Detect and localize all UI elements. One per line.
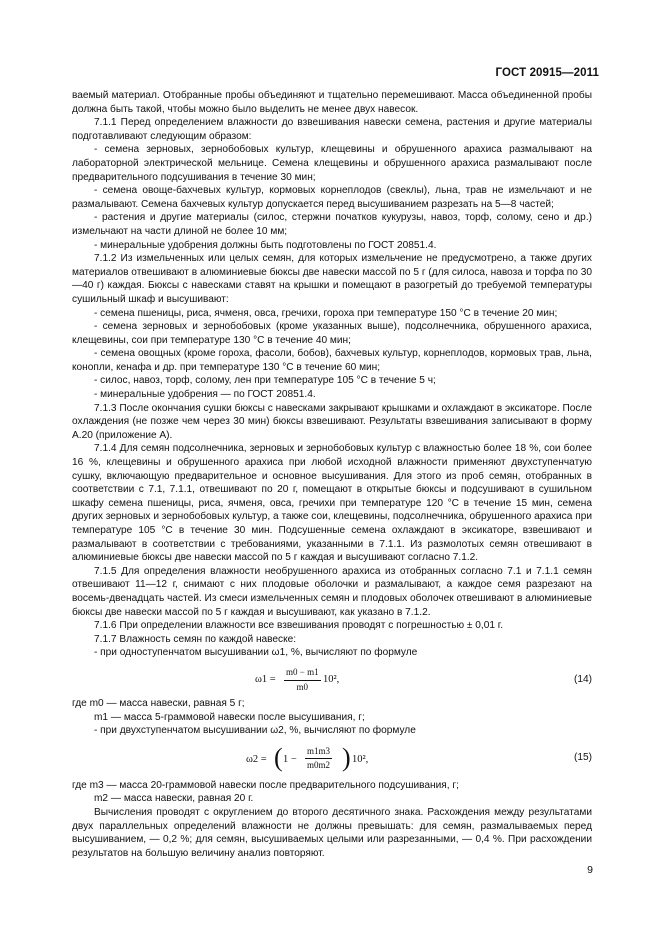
paragraph: 7.1.1 Перед определением влажности до взвешивания навески семена, растения и другие материалы подготавливают следующим образом:: [72, 117, 592, 142]
paragraph: - растения и другие материалы (силос, стержни початков кукурузы, навоз, торф, солому, сено и др.) измельчают на части длиной не более 10 мм;: [72, 212, 592, 237]
left-paren: (: [274, 742, 283, 772]
formula-15-tail: 10²,: [352, 753, 369, 765]
page-number: 9: [587, 864, 593, 876]
formula-15-number: (15): [573, 751, 592, 763]
paragraph: - минеральные удобрения — по ГОСТ 20851.4.: [94, 389, 316, 401]
formula-15-denominator: m0m2: [307, 760, 331, 771]
formula-14-number: (14): [573, 673, 592, 685]
formula-15-numerator: m1m3: [305, 745, 332, 760]
where-line: m2 — масса навески, равная 20 г.: [94, 793, 254, 805]
right-paren: ): [342, 742, 351, 772]
formula-15-intro-text: - при двухступенчатом высушивании ω2, %, вычисляют по формуле: [94, 725, 416, 737]
paragraph: 7.1.2 Из измельченных или целых семян, для которых измельчение не предусмотрено, а также других материалов отвешивают в алюминиевые бюксы две навески массой по 5 г (для силоса, навоза и торфа по 30—40 г) каждая. Бюксы с навесками ставят на крышки и помещают в разогретый до требуемой температуры сушильный шкаф и высушивают:: [72, 253, 592, 305]
where-line: где m0 — масса навески, равная 5 г;: [72, 697, 245, 709]
formula-14-numerator: m0 − m1: [284, 666, 321, 681]
formula-14-lhs: ω1 =: [255, 673, 276, 685]
where-line: m1 — масса 5-граммовой навески после высушивания, г;: [94, 711, 365, 723]
formula-14-tail: 10²,: [323, 673, 340, 685]
where-line: где m3 — масса 20-граммовой навески после предварительного подсушивания, г;: [72, 779, 459, 791]
paragraph: - семена пшеницы, риса, ячменя, овса, гречихи, гороха при температуре 150 °С в течение 20 мин;: [94, 307, 558, 319]
document-body: [72, 89, 592, 860]
paragraph: - семена зерновых и зернобобовых (кроме указанных выше), подсолнечника, обрушенного арахиса, клещевины, сои при температуре 130 °С в течение 40 мин;: [72, 321, 592, 346]
paragraph: 7.1.7 Влажность семян по каждой навеске:: [94, 633, 297, 645]
formula-15-inner: 1 −: [283, 753, 297, 765]
paragraph: 7.1.6 При определении влажности все взвешивания проводят с погрешностью ± 0,01 г.: [94, 620, 504, 632]
document-header: ГОСТ 20915—2011: [495, 67, 599, 79]
formula-14-denominator: m0: [296, 681, 309, 692]
paragraph: - силос, навоз, торф, солому, лен при температуре 105 °С в течение 5 ч;: [94, 375, 436, 387]
paragraph: 7.1.5 Для определения влажности необрушенного арахиса из отобранных согласно 7.1 и 7.1.1 семян отвешивают 11—12 г, снимают с них плодовые оболочки и размалывают, а каждое семя разрезают на восемь-двенадцать частей. Из смеси измельченных семян и плодовых оболочек отвешивают в алюминиевые бюксы две навески массой по 5 г каждая и высушивают, как указано в 7.1.2.: [72, 565, 592, 618]
formula-15-lhs: ω2 =: [246, 753, 267, 765]
formula-14: [72, 664, 592, 694]
final-paragraph: Вычисления проводят с округлением до второго десятичного знака. Расхождения между результатами двух параллельных определений влажности не должны превышать: для семян, размалываемых перед высушиванием, — 0,2 %; для семян, высушиваемых целыми или разрезанными, — 0,4 %. При расхождении результатов на большую величину анализ повторяют.: [72, 806, 592, 859]
paragraph: - семена овощных (кроме гороха, фасоли, бобов), бахчевых культур, корнеплодов, кормовых трав, льна, конопли, кенафа и др. при температуре 130 °С в течение 60 мин;: [72, 348, 592, 373]
formula-14-intro-text: - при одноступенчатом высушивании ω1, %, вычисляют по формуле: [94, 647, 418, 659]
paragraph: - семена овоще-бахчевых культур, кормовых корнеплодов (свеклы), льна, трав не измельчают и не размалывают. Семена бахчевых культур допускается перед высушиванием разрезать на 5—8 частей;: [72, 185, 592, 210]
paragraph: 7.1.4 Для семян подсолнечника, зерновых и зернобобовых культур с влажностью более 18 %, сои более 16 %, клещевины и обрушенного арахиса при любой исходной влажности применяют двухступенчатую сушку, включающую предварительное и основное высушивания. Для этого из проб семян, отобранных в соответствии с 7.1, 7.1.1, отвешивают по 20 г, помещают в открытые бюксы и подсушивают в сушильном шкафу семена пшеницы, риса, ячменя, овса, гречихи при температуре 120 °С в течение 15 мин, семена других зерновых и зернобобовых культур, а также сои, клещевины, подсолнечника, обрушенного арахиса при температуре 105 °С в течение 30 мин. Подсушенные семена охлаждают в эксикаторе, взвешивают и размалывают в соответствии с требованиями, указанными в 7.1.1. Из размолотых семян отвешивают в алюминиевые бюксы две навески массой по 5 г каждая и высушивают согласно 7.1.2.: [72, 443, 592, 564]
paragraph: - минеральные удобрения должны быть подготовлены по ГОСТ 20851.4.: [94, 239, 437, 251]
paragraph: 7.1.3 После окончания сушки бюксы с навесками закрывают крышками и охлаждают в эксикаторе. После охлаждения (не позже чем через 30 мин) бюксы взвешивают. Результаты взвешивания записывают в форму А.20 (приложение А).: [72, 402, 592, 441]
formula-14-fraction: [284, 666, 321, 694]
paragraph: ваемый материал. Отобранные пробы объединяют и тщательно перемешивают. Масса объединенной пробы должна быть такой, чтобы можно было выделить не менее двух навесок.: [72, 90, 592, 115]
paragraph: - семена зерновых, зернобобовых культур, клещевины и обрушенного арахиса размалывают на лабораторной электрической мельнице. Семена клещевины и обрушенного арахиса размалывают после предварительного подсушивания в течение 30 мин;: [72, 144, 592, 183]
formula-15-fraction: [305, 745, 332, 773]
formula-15: [72, 742, 592, 776]
